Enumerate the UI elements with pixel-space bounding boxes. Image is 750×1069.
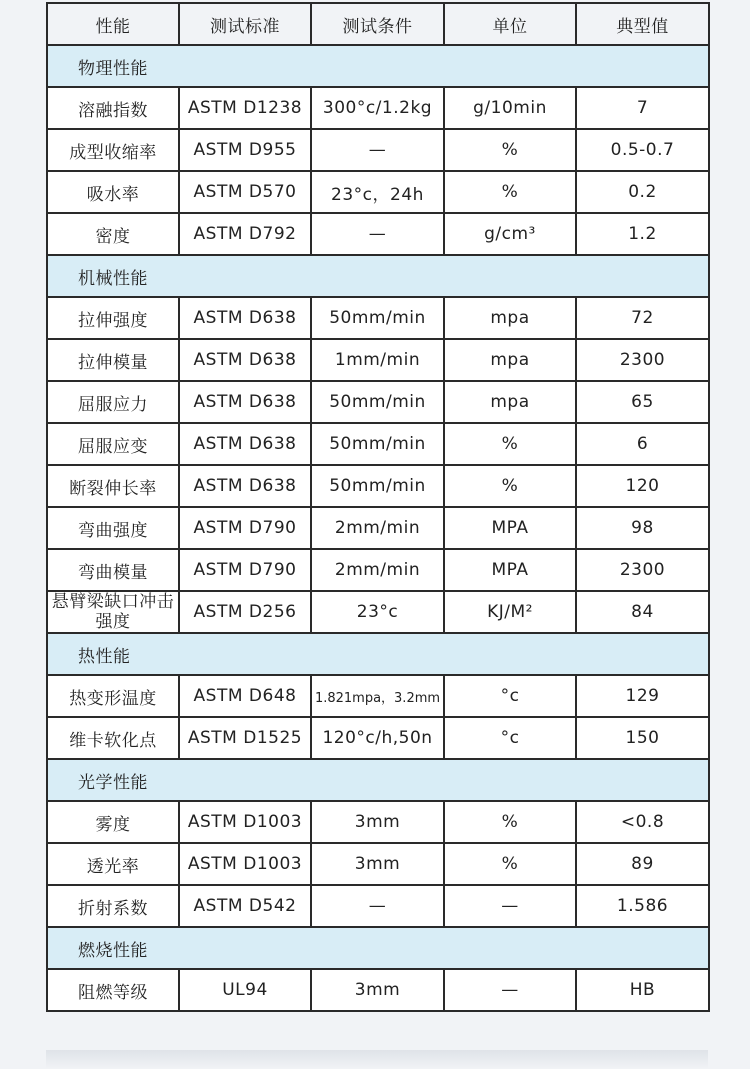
cell-standard: ASTM D542 — [179, 885, 311, 927]
table-row — [47, 549, 709, 591]
cell-condition: — — [311, 129, 444, 171]
cell-standard: ASTM D1003 — [179, 843, 311, 885]
table-row — [47, 423, 709, 465]
cell-condition: 300°c/1.2kg — [311, 87, 444, 129]
table-row — [47, 171, 709, 213]
cell-condition: 3mm — [311, 843, 444, 885]
cell-unit: % — [444, 171, 576, 213]
cell-condition: 50mm/min — [311, 297, 444, 339]
header-typical: 典型值 — [576, 3, 709, 45]
spec-sheet — [46, 2, 708, 1050]
cell-typical: 72 — [576, 297, 709, 339]
cell-typical: 65 — [576, 381, 709, 423]
cell-property: 成型收缩率 — [47, 129, 179, 171]
section-title: 光学性能 — [47, 759, 709, 801]
cell-unit: % — [444, 465, 576, 507]
table-row — [47, 129, 709, 171]
cell-property: 拉伸强度 — [47, 297, 179, 339]
cell-unit: KJ/M² — [444, 591, 576, 633]
table-row — [47, 339, 709, 381]
cell-condition: 50mm/min — [311, 465, 444, 507]
table-row — [47, 717, 709, 759]
section-row — [47, 255, 709, 297]
cell-property: 屈服应力 — [47, 381, 179, 423]
cell-unit: g/10min — [444, 87, 576, 129]
cell-typical: 89 — [576, 843, 709, 885]
cell-condition: 1mm/min — [311, 339, 444, 381]
cell-condition: 120°c/h,50n — [311, 717, 444, 759]
cell-standard: UL94 — [179, 969, 311, 1011]
cell-condition: — — [311, 885, 444, 927]
cell-condition: 2mm/min — [311, 549, 444, 591]
cell-unit: mpa — [444, 297, 576, 339]
cell-property: 屈服应变 — [47, 423, 179, 465]
cell-typical: 1.586 — [576, 885, 709, 927]
table-row — [47, 843, 709, 885]
cell-property: 悬臂梁缺口冲击强度 — [47, 591, 179, 633]
cell-standard: ASTM D638 — [179, 381, 311, 423]
cell-unit: % — [444, 129, 576, 171]
header-condition: 测试条件 — [311, 3, 444, 45]
cell-standard: ASTM D638 — [179, 423, 311, 465]
cell-typical: 150 — [576, 717, 709, 759]
cell-standard: ASTM D1238 — [179, 87, 311, 129]
cell-standard: ASTM D638 — [179, 297, 311, 339]
cell-property: 阻燃等级 — [47, 969, 179, 1011]
cell-property: 吸水率 — [47, 171, 179, 213]
cell-condition: 23°c，24h — [311, 171, 444, 213]
section-row — [47, 633, 709, 675]
cell-property: 弯曲强度 — [47, 507, 179, 549]
cell-typical: 129 — [576, 675, 709, 717]
cell-condition: 50mm/min — [311, 381, 444, 423]
section-title: 热性能 — [47, 633, 709, 675]
cell-typical: 2300 — [576, 549, 709, 591]
cell-property: 溶融指数 — [47, 87, 179, 129]
cell-unit: % — [444, 801, 576, 843]
cell-typical: 6 — [576, 423, 709, 465]
cell-condition: 50mm/min — [311, 423, 444, 465]
cell-standard: ASTM D790 — [179, 549, 311, 591]
cell-unit: MPA — [444, 549, 576, 591]
section-row — [47, 927, 709, 969]
section-title: 燃烧性能 — [47, 927, 709, 969]
cell-condition: 3mm — [311, 969, 444, 1011]
cell-standard: ASTM D792 — [179, 213, 311, 255]
table-header-row — [47, 3, 709, 45]
cell-standard: ASTM D570 — [179, 171, 311, 213]
section-row — [47, 45, 709, 87]
cell-condition: 1.821mpa，3.2mm — [311, 675, 444, 717]
section-title: 机械性能 — [47, 255, 709, 297]
cell-property: 断裂伸长率 — [47, 465, 179, 507]
cell-property: 折射系数 — [47, 885, 179, 927]
cell-property: 弯曲模量 — [47, 549, 179, 591]
table-row — [47, 465, 709, 507]
cell-condition: 2mm/min — [311, 507, 444, 549]
cell-property: 维卡软化点 — [47, 717, 179, 759]
cell-typical: 98 — [576, 507, 709, 549]
cell-unit: MPA — [444, 507, 576, 549]
cell-unit: % — [444, 423, 576, 465]
cell-property: 热变形温度 — [47, 675, 179, 717]
cell-condition: 23°c — [311, 591, 444, 633]
cell-typical: <0.8 — [576, 801, 709, 843]
table-row — [47, 885, 709, 927]
cell-property: 密度 — [47, 213, 179, 255]
cell-condition: 3mm — [311, 801, 444, 843]
spec-table — [46, 2, 710, 1012]
table-row — [47, 969, 709, 1011]
cell-unit: °c — [444, 675, 576, 717]
cell-standard: ASTM D790 — [179, 507, 311, 549]
cell-standard: ASTM D638 — [179, 339, 311, 381]
table-row — [47, 297, 709, 339]
cell-unit: mpa — [444, 339, 576, 381]
cell-typical: 120 — [576, 465, 709, 507]
cell-standard: ASTM D648 — [179, 675, 311, 717]
table-row — [47, 381, 709, 423]
cell-typical: 0.5-0.7 — [576, 129, 709, 171]
table-row — [47, 507, 709, 549]
cell-standard: ASTM D638 — [179, 465, 311, 507]
cell-property: 拉伸模量 — [47, 339, 179, 381]
section-row — [47, 759, 709, 801]
cell-unit: mpa — [444, 381, 576, 423]
header-unit: 单位 — [444, 3, 576, 45]
cell-typical: 7 — [576, 87, 709, 129]
cell-typical: 2300 — [576, 339, 709, 381]
table-row — [47, 213, 709, 255]
cell-standard: ASTM D1525 — [179, 717, 311, 759]
cell-standard: ASTM D1003 — [179, 801, 311, 843]
table-row — [47, 591, 709, 633]
header-property: 性能 — [47, 3, 179, 45]
cell-standard: ASTM D955 — [179, 129, 311, 171]
cell-unit: % — [444, 843, 576, 885]
cell-typical: 84 — [576, 591, 709, 633]
cell-typical: 0.2 — [576, 171, 709, 213]
table-row — [47, 87, 709, 129]
section-title: 物理性能 — [47, 45, 709, 87]
cell-property: 雾度 — [47, 801, 179, 843]
cell-unit: — — [444, 885, 576, 927]
header-standard: 测试标准 — [179, 3, 311, 45]
cell-unit: g/cm³ — [444, 213, 576, 255]
cell-property: 透光率 — [47, 843, 179, 885]
cell-condition: — — [311, 213, 444, 255]
cell-typical: 1.2 — [576, 213, 709, 255]
page-shadow — [46, 1050, 708, 1069]
cell-standard: ASTM D256 — [179, 591, 311, 633]
table-row — [47, 801, 709, 843]
cell-unit: °c — [444, 717, 576, 759]
table-row — [47, 675, 709, 717]
cell-unit: — — [444, 969, 576, 1011]
cell-typical: HB — [576, 969, 709, 1011]
